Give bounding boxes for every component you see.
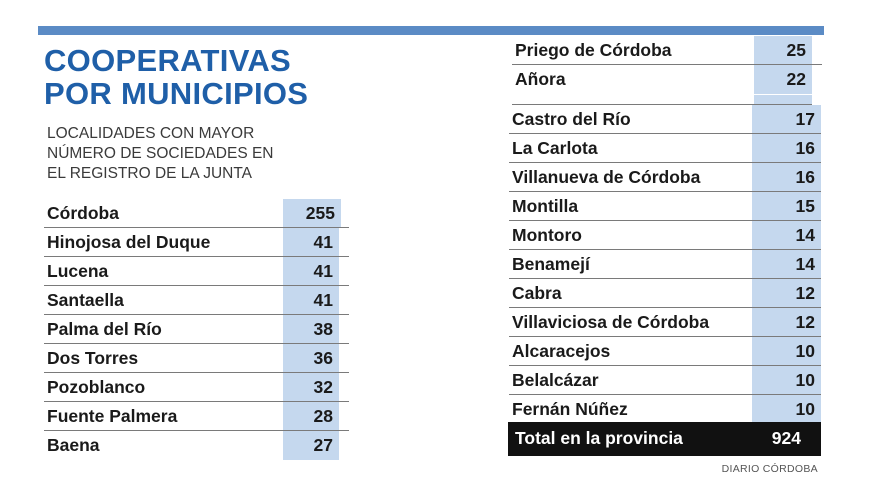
cooperative-count: 41 — [283, 228, 339, 256]
cooperative-count: 255 — [283, 199, 341, 227]
municipality-name: Hinojosa del Duque — [47, 232, 211, 252]
table-row — [509, 279, 821, 308]
subtitle-line: LOCALIDADES CON MAYOR — [47, 125, 255, 142]
cooperative-count: 16 — [752, 134, 821, 162]
cooperative-count: 12 — [752, 308, 821, 336]
cooperative-count: 28 — [283, 402, 339, 430]
table-row — [509, 308, 821, 337]
cooperative-count: 25 — [754, 36, 812, 64]
page-title — [44, 44, 364, 110]
table-row — [509, 163, 821, 192]
cooperative-count: 41 — [283, 257, 339, 285]
table-row — [509, 221, 821, 250]
table-row — [44, 286, 349, 315]
table-row — [509, 250, 821, 279]
cooperative-count: 27 — [283, 431, 339, 460]
municipality-name: Priego de Córdoba — [515, 40, 672, 60]
municipality-name: Alcaracejos — [512, 341, 611, 361]
cooperative-count: 15 — [752, 192, 821, 220]
municipality-name: Benamejí — [512, 254, 590, 274]
table-row — [512, 65, 822, 94]
table-row — [44, 344, 349, 373]
table-row — [509, 192, 821, 221]
table-row — [44, 402, 349, 431]
municipality-name: Castro del Río — [512, 109, 631, 129]
municipality-name: Baena — [47, 435, 100, 455]
municipality-name: Fuente Palmera — [47, 406, 178, 426]
cooperative-count: 16 — [752, 163, 821, 191]
cooperative-count: 10 — [752, 366, 821, 394]
right-table — [509, 105, 821, 424]
table-row — [509, 105, 821, 134]
cooperative-count: 22 — [754, 65, 812, 94]
table-row — [44, 228, 349, 257]
cooperative-count: 10 — [752, 395, 821, 424]
cooperative-count: 17 — [752, 105, 821, 133]
table-row — [44, 431, 349, 460]
cooperative-count: 14 — [752, 221, 821, 249]
table-row — [509, 366, 821, 395]
municipality-name: Belalcázar — [512, 370, 599, 390]
cooperative-count: 32 — [283, 373, 339, 401]
total-label: Total en la provincia — [515, 428, 683, 448]
municipality-name: Pozoblanco — [47, 377, 146, 397]
municipality-name: Cabra — [512, 283, 562, 303]
municipality-name: Lucena — [47, 261, 109, 281]
left-table — [44, 199, 349, 460]
right-table-top — [512, 36, 822, 94]
subtitle-line: NÚMERO DE SOCIEDADES EN — [47, 145, 274, 162]
page-subtitle — [47, 124, 317, 184]
cooperative-count: 10 — [752, 337, 821, 365]
table-row — [509, 395, 821, 424]
municipality-name: Villaviciosa de Córdoba — [512, 312, 710, 332]
top-accent-bar — [38, 26, 824, 35]
title-line: COOPERATIVAS — [44, 43, 292, 78]
cooperative-count: 12 — [752, 279, 821, 307]
cooperative-count: 38 — [283, 315, 339, 343]
table-row — [44, 257, 349, 286]
cooperative-count: 41 — [283, 286, 339, 314]
table-row — [509, 134, 821, 163]
table-row — [509, 337, 821, 366]
municipality-name: Montoro — [512, 225, 582, 245]
title-line: POR MUNICIPIOS — [44, 76, 309, 111]
cooperative-count: 14 — [752, 250, 821, 278]
table-row — [512, 36, 822, 65]
table-row — [44, 315, 349, 344]
municipality-name: Montilla — [512, 196, 579, 216]
municipality-name: La Carlota — [512, 138, 598, 158]
municipality-name: Villanueva de Córdoba — [512, 167, 701, 187]
municipality-name: Dos Torres — [47, 348, 139, 368]
source-credit: DIARIO CÓRDOBA — [721, 463, 818, 475]
table-row — [44, 199, 349, 228]
municipality-name: Santaella — [47, 290, 124, 310]
municipality-name: Palma del Río — [47, 319, 162, 339]
total-row — [508, 422, 821, 456]
municipality-name: Fernán Núñez — [512, 399, 628, 419]
total-value: 924 — [771, 428, 801, 448]
municipality-name: Córdoba — [47, 203, 119, 223]
subtitle-line: EL REGISTRO DE LA JUNTA — [47, 165, 252, 182]
table-row — [44, 373, 349, 402]
municipality-name: Añora — [515, 69, 566, 89]
cooperative-count: 36 — [283, 344, 339, 372]
